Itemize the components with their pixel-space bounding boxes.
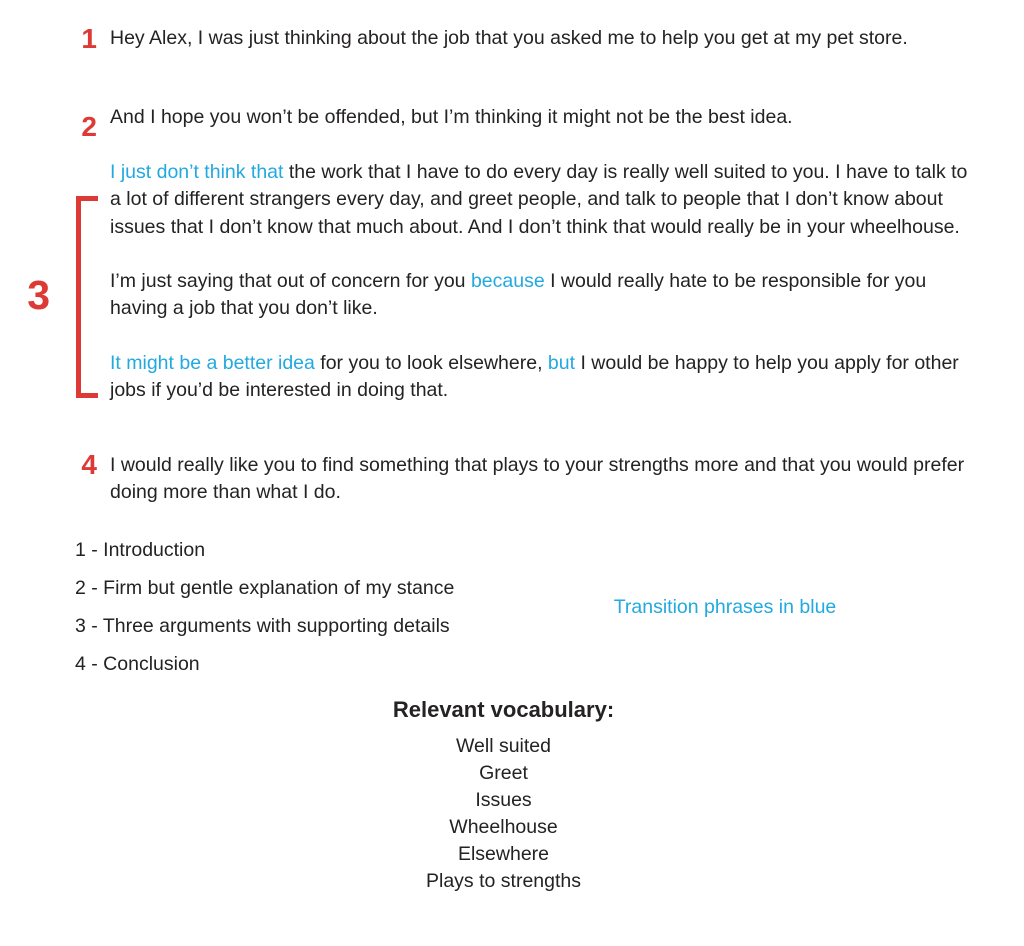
legend-item: 2 - Firm but gentle explanation of my stance [75,577,455,599]
vocabulary-item: Elsewhere [457,843,550,865]
transition-phrase: I just don’t think that [110,161,289,183]
section-4-number: 4 [81,449,97,480]
text-segment: for you to look elsewhere, [314,352,548,375]
structure-legend [75,538,454,690]
transition-phrase: It might be a better idea [110,352,315,375]
section-2-number: 2 [81,111,97,142]
section-3-bracket [76,196,98,398]
section-1-text: Hey Alex, I was just thinking about the job that you asked me to help you get at my pet store. [110,27,908,49]
transition-phrase: because [470,270,545,293]
section-3-paragraph-3 [110,350,975,405]
section-3-paragraph-1 [110,159,975,241]
section-4-text: I would really like you to find something that plays to your strengths more and that you would prefer doing more than what I do. [110,454,965,504]
legend-item: 3 - Three arguments with supporting details [75,615,450,637]
text-segment: I would really hate to be responsible for you having a job that you don’t like. [110,270,927,320]
section-2-text: And I hope you won’t be offended, but I’m thinking it might not be the best idea. [110,106,793,128]
vocabulary-item: Wheelhouse [449,816,558,838]
section-1-number: 1 [81,23,97,54]
vocabulary-item: Well suited [455,735,551,757]
section-3-number: 3 [27,272,50,318]
vocabulary-item: Plays to strengths [426,870,581,892]
section-3-text [110,159,975,432]
legend-item: 4 - Conclusion [75,653,200,675]
text-segment: I’m just saying that out of concern for you [110,270,471,293]
transition-note: Transition phrases in blue [613,596,837,618]
legend-item: 1 - Introduction [75,539,206,561]
text-segment: I would be happy to help you apply for other jobs if you’d be interested in doing that. [110,352,959,402]
vocabulary-title: Relevant vocabulary: [392,697,615,722]
section-3-paragraph-2 [110,268,975,323]
transition-phrase: but [547,352,576,375]
vocabulary-list [0,733,1007,895]
text-segment: the work that I have to do every day is really well suited to you. I have to talk to a lot of different strangers every day, and greet people, and talk to people that I don’t know about issues that I don’t know that much about. And I don’t think that would really be in your wheelhouse. [110,161,968,238]
vocabulary-item: Issues [475,789,532,811]
vocabulary-item: Greet [479,762,528,784]
